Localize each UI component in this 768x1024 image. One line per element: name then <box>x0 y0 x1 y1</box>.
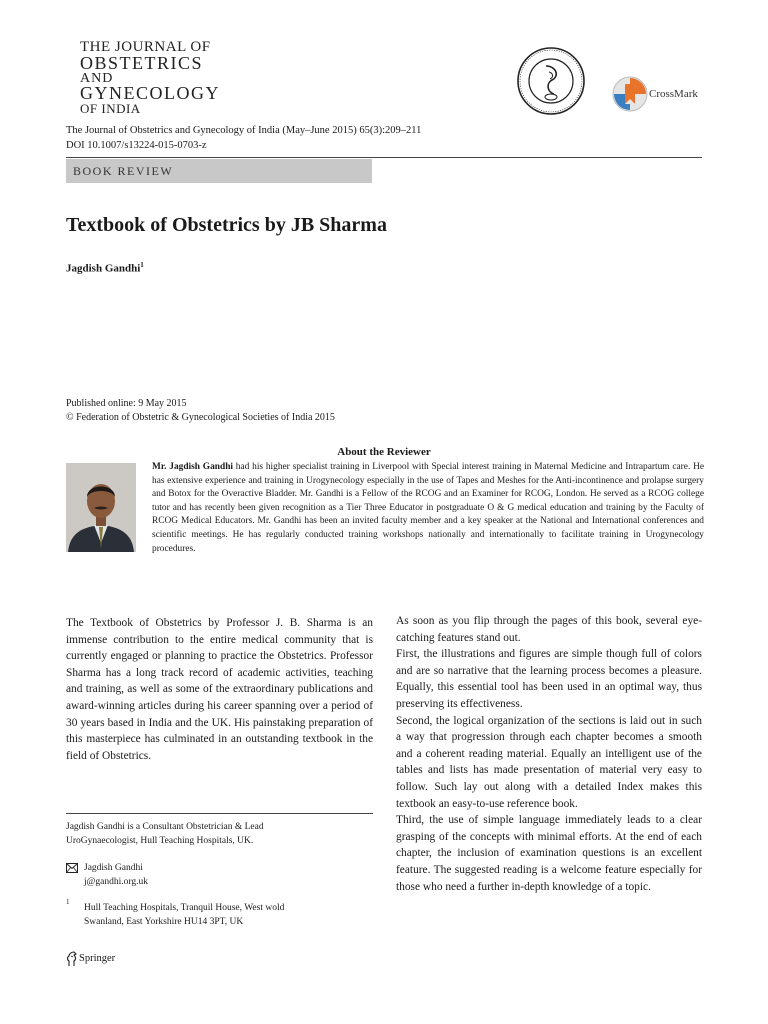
body-paragraph: As soon as you flip through the pages of this book, several eye-catching features stand out. <box>396 615 702 644</box>
contact-info <box>84 861 148 889</box>
journal-seal-icon <box>516 46 586 116</box>
affiliation-line-1: Hull Teaching Hospitals, Tranquil House, West wold <box>84 903 285 913</box>
bio-line-1: Jagdish Gandhi is a Consultant Obstetrician & Lead <box>66 822 264 832</box>
citation-block <box>66 123 706 153</box>
publisher-label: Springer <box>79 953 116 964</box>
footnote-rule <box>66 813 373 814</box>
article-author <box>66 261 144 275</box>
logo-line-3: AND <box>80 71 114 86</box>
logo-line-5: OF INDIA <box>80 101 141 116</box>
body-paragraph: First, the illustrations and figures are simple though full of colors and are so narrative that the learning process becomes a pleasure. Equally, this essential tool has been used in an optimal way, thus preserving its effectiveness. <box>396 648 702 710</box>
body-column-left <box>66 615 373 764</box>
logo-line-1: THE JOURNAL OF <box>80 39 211 55</box>
journal-logo <box>80 40 220 115</box>
article-title: Textbook of Obstetrics by JB Sharma <box>66 214 387 236</box>
about-reviewer-text <box>152 461 704 556</box>
author-bio-note <box>66 820 373 848</box>
body-paragraph: Third, the use of simple language immediately leads to a clear grasping of the concepts with minimal efforts. At the end of each chapter, the inclusion of examination questions is an excellent feature. The suggested reading is a welcome feature especially for those who need a further in-depth knowledge of a topic. <box>396 814 702 893</box>
published-date: Published online: 9 May 2015 <box>66 398 187 409</box>
publication-info <box>66 397 335 425</box>
author-name: Jagdish Gandhi <box>66 262 141 275</box>
logo-line-4: GYNECOLOGY <box>80 83 220 103</box>
logo-line-2: OBSTETRICS <box>80 53 204 73</box>
body-column-right <box>396 613 702 895</box>
reviewer-bio: had his higher specialist training in Liverpool with Special interest training in Maternal Medicine and Intrapartum care. He has extensive experience and training in Urogynecology especially in the use of Tapes and Meshes for the Anti-incontinence and prolapse surgery and Botox for the Overactive Bladder. Mr. Gandhi is a Fellow of the RCOG and an Examiner for RCOG, London. He served as a RCOG college tutor and has recently been given recognition as a Tier Three Educator in postgraduate O & G medical education and training by the Faculty of RCOG Medical Educators. Mr. Gandhi has been an invited faculty member and a key speaker at the National and International conferences and scientific meetings. He has regularly conducted training workshops nationally and internationally to facilitate training in Urogynecology procedures. <box>152 462 705 554</box>
bio-line-2: UroGynaecologist, Hull Teaching Hospitals, UK. <box>66 836 254 846</box>
springer-horse-icon <box>66 951 78 967</box>
citation-reference: The Journal of Obstetrics and Gynecology of India (May–June 2015) 65(3):209–211 <box>66 125 422 136</box>
envelope-icon <box>66 863 78 873</box>
body-paragraph: Second, the logical organization of the sections is laid out in such a way that progression through each chapter becomes a smooth and a coherent reading material. Equally an intelligent use of the tables and lists has made presentation of material very easy to follow. Such lay out along with a detailed Index makes this textbook an easy-to-use reference book. <box>396 714 702 810</box>
contact-name: Jagdish Gandhi <box>84 863 143 873</box>
reviewer-photo <box>66 463 136 552</box>
copyright: © Federation of Obstetric & Gynecological Societies of India 2015 <box>66 412 335 423</box>
body-paragraph: The Textbook of Obstetrics by Professor J. B. Sharma is an immense contribution to the entire medical community that is currently engaged or planning to practice the Obstetrics. Professor Sharma has a long track record of academic activities, teaching and training, as well as some of the extraordinary publications and award-winning articles during his career spanning over a period of 30 years based in India and the UK. His painstaking preparation of this masterpiece has culminated in an outstanding textbook in the field of Obstetrics. <box>66 617 373 762</box>
section-label: BOOK REVIEW <box>73 164 174 178</box>
affiliation-line-2: Swanland, East Yorkshire HU14 3PT, UK <box>84 917 244 927</box>
citation-doi: DOI 10.1007/s13224-015-0703-z <box>66 140 207 151</box>
about-reviewer-heading: About the Reviewer <box>337 446 431 458</box>
contact-email[interactable]: j@gandhi.org.uk <box>84 877 148 887</box>
author-affiliation-sup: 1 <box>140 261 144 269</box>
crossmark-label[interactable]: CrossMark <box>649 88 698 100</box>
affiliation-address <box>84 901 374 929</box>
reviewer-name: Mr. Jagdish Gandhi <box>152 462 234 472</box>
header-rule <box>66 157 702 158</box>
affiliation-number: 1 <box>66 898 70 906</box>
